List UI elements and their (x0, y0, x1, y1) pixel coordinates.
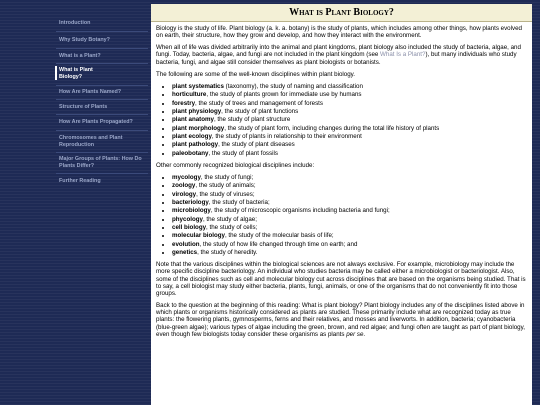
discipline-description: , the study of trees and management of forests (195, 99, 323, 107)
discipline-term: bacteriology (172, 199, 209, 207)
discipline-description: , the study of plant fossils (208, 149, 278, 157)
sidebar-divider (56, 114, 148, 115)
italic-text: per se (346, 330, 364, 338)
list-item (172, 133, 528, 140)
discipline-description: , the study of the molecular basis of life; (224, 232, 334, 240)
discipline-term: genetics (172, 249, 198, 257)
sidebar-divider (56, 63, 148, 64)
discipline-term: evolution (172, 240, 200, 248)
list-item (172, 150, 528, 157)
discipline-term: mycology (172, 174, 201, 181)
list-item (172, 249, 528, 256)
discipline-description: , the study of plant diseases (218, 141, 295, 149)
sidebar-item-further-reading[interactable]: Further Reading (59, 178, 101, 184)
discipline-description: , the study of plants in relationship to their environment (211, 133, 362, 140)
sidebar-item-structure-of-plants[interactable]: Structure of Plants (59, 104, 108, 110)
paragraph-text: Back to the question at the beginning of this reading: What is plant biology? Plant biology includes any of the disciplines listed above in which plants or organisms historically considered as plants are studied. These primarily include what are recognized today as true plants: the flowering plants, gymnosperms, ferns and their relatives, and mosses and liverworts. In addition, bacteria; cyanobacteria (blue-green algae); various types of algae including the green, brown, and red algae; and fungi often are taught as part of plant biology, even though few biologists today consider these organisms as plants (156, 302, 525, 338)
page-title: What is Plant Biology? (289, 7, 394, 18)
kingdoms-paragraph (156, 44, 528, 65)
sidebar-divider (56, 152, 148, 153)
discipline-term: plant pathology (172, 141, 219, 149)
discipline-term: cell biology (172, 224, 207, 232)
list-item (172, 125, 528, 132)
list-item (172, 191, 528, 198)
sidebar-item-how-are-plants-named[interactable]: How Are Plants Named? (59, 89, 122, 95)
sidebar-divider (56, 173, 148, 174)
sidebar-item-major-groups-of-plants[interactable]: Major Groups of Plants: How Do Plants Differ? (59, 156, 142, 169)
discipline-description: , the study of plant functions (221, 107, 299, 115)
discipline-term: paleobotany (172, 149, 209, 157)
discipline-term: microbiology (172, 207, 211, 215)
list-item (172, 182, 528, 189)
sidebar-item-what-is-a-plant[interactable]: What is a Plant? (59, 53, 101, 59)
sidebar-divider (56, 85, 148, 86)
title-bar (151, 4, 532, 22)
sidebar-item-what-is-plant-biology[interactable]: What is Plant Biology? (59, 67, 93, 80)
discipline-description: , the study of how life changed through time on earth; and (199, 240, 358, 248)
intro-paragraph: Biology is the study of life. Plant biology (a. k. a. botany) is the study of plants, which includes among other things, how plants evolved on earth, their structure, how they grow and develop, and how they interact with the environment. (156, 25, 522, 40)
list-item (172, 174, 528, 181)
sidebar-item-how-are-plants-propagated[interactable]: How Are Plants Propagated? (59, 119, 133, 125)
discipline-term: plant physiology (172, 107, 222, 115)
main-content-panel (151, 4, 532, 405)
plant-disciplines-list (156, 83, 528, 157)
discipline-description: , the study of viruses; (196, 190, 255, 198)
conclusion-paragraph (156, 302, 528, 338)
list-item (172, 83, 528, 90)
list-item (172, 207, 528, 214)
article-body (156, 25, 528, 343)
list-item (172, 91, 528, 98)
sidebar-divider (56, 99, 148, 100)
active-item-marker (55, 66, 57, 80)
discipline-description: , the study of plant structure (213, 116, 291, 124)
discipline-term: molecular biology (172, 232, 225, 240)
list-item (172, 224, 528, 231)
sidebar-item-chromosomes-and-plant-reproduction[interactable]: Chromosomes and Plant Reproduction (59, 135, 123, 148)
list-item (172, 116, 528, 123)
discipline-description: , the study of bacteria; (208, 199, 270, 207)
sidebar-divider (56, 31, 148, 32)
paragraph-text: ), but many individuals who study bacteria, fungi, and algae still consider themselves as plant biologists or botanists. (156, 51, 517, 66)
discipline-term: plant systematics (172, 82, 224, 90)
discipline-description: , the study of algae; (202, 215, 257, 223)
paragraph-text: . (363, 330, 366, 338)
discipline-description: , the study of fungi; (200, 174, 254, 181)
list-item (172, 241, 528, 248)
discipline-term: virology (172, 190, 197, 198)
discipline-description: , the study of plants grown for immediate use by humans (206, 91, 362, 99)
other-disciplines-intro: Other commonly recognized biological disciplines include: (156, 161, 315, 169)
discipline-term: horticulture (172, 91, 207, 99)
sidebar-divider (56, 130, 148, 131)
list-item (172, 232, 528, 239)
discipline-description: (taxonomy), the study of naming and classification (223, 82, 363, 90)
note-paragraph: Note that the various disciplines within the biological sciences are not always exclusive. For example, microbiology may include the more specific discipline bacteriology. An individual who studies bacteria may be called either a microbiologist or bacteriologist. Also, some of the disciplines such as cell and molecular biology cut across disciplines that are based on the organisms being studied. That is to say, a cell biologist may study either bacteria, plants, fungi, animals, or one of the organisms that do not conveniently fit into those groups. (156, 261, 526, 297)
discipline-term: zoology (172, 182, 196, 190)
list-item (172, 199, 528, 206)
list-item (172, 141, 528, 148)
list-item (172, 108, 528, 115)
discipline-term: phycology (172, 215, 203, 223)
sidebar-nav (0, 0, 150, 405)
discipline-term: plant morphology (172, 124, 225, 132)
sidebar-item-why-study-botany[interactable]: Why Study Botany? (59, 37, 110, 43)
discipline-description: , the study of animals; (195, 182, 256, 190)
discipline-description: , the study of cells; (206, 224, 258, 232)
what-is-a-plant-link[interactable]: What Is a Plant? (380, 51, 426, 59)
other-disciplines-list (156, 174, 528, 256)
sidebar-divider (56, 48, 148, 49)
discipline-description: , the study of heredity. (197, 249, 258, 257)
discipline-term: plant anatomy (172, 116, 214, 124)
disciplines-intro: The following are some of the well-known disciplines within plant biology. (156, 70, 356, 78)
discipline-term: plant ecology (172, 133, 212, 140)
paragraph-text: When all of life was divided arbitrarily into the animal and plant kingdoms, plant biology also included the study of bacteria, algae, and fungi. Today, bacteria, algae, and fungi are not included in the plant kingdom (see (156, 44, 521, 59)
list-item (172, 100, 528, 107)
discipline-term: forestry (172, 99, 196, 107)
discipline-description: , the study of plant form, including changes during the total life history of plants (224, 124, 440, 132)
discipline-description: , the study of microscopic organisms including bacteria and fungi; (210, 207, 390, 215)
sidebar-item-introduction[interactable]: Introduction (59, 20, 91, 26)
list-item (172, 216, 528, 223)
